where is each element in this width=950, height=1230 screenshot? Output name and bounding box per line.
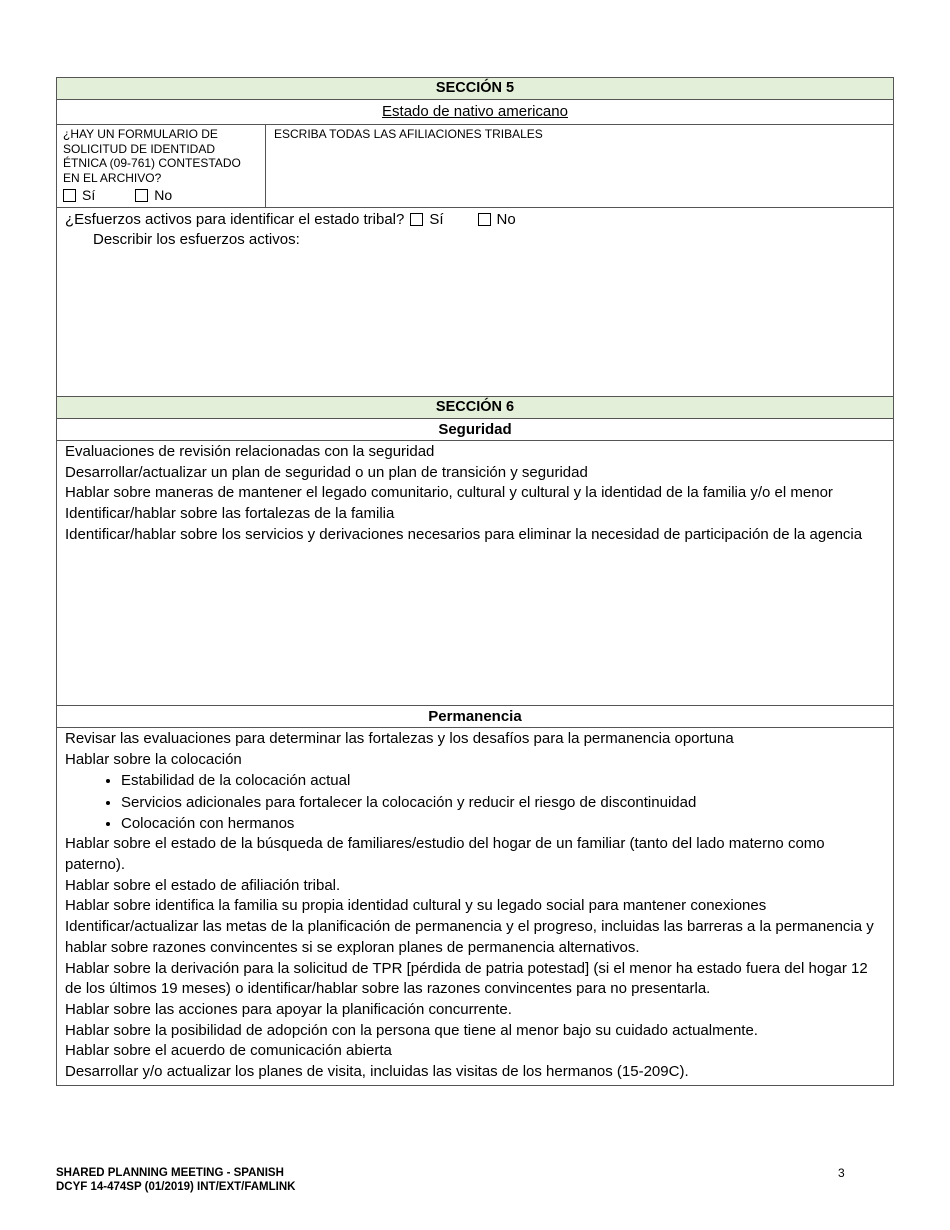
permanencia-item: Hablar sobre identifica la familia su propia identidad cultural y su legado social para mantener conexiones <box>65 897 767 915</box>
permanencia-item: Revisar las evaluaciones para determinar las fortalezas y los desafíos para la permanencia oportuna <box>65 730 734 747</box>
footer-form-id: DCYF 14-474SP (01/2019) INT/EXT/FAMLINK <box>56 1181 296 1193</box>
tribal-affiliations-field[interactable] <box>266 125 893 207</box>
page-number: 3 <box>838 1166 845 1180</box>
efforts-yes-label: Sí <box>429 211 444 228</box>
section5-subtitle: Estado de nativo americano <box>57 100 893 125</box>
placement-bullet: • Estabilidad de la colocación actual <box>121 770 885 791</box>
efforts-no-label: No <box>496 211 516 228</box>
ethnic-identity-row <box>57 125 893 208</box>
placement-bullets <box>65 770 885 834</box>
seguridad-item: Hablar sobre maneras de mantener el legado comunitario, cultural y cultural y la identidad de la familia y/o el menor <box>65 484 833 502</box>
efforts-describe-label: Describir los esfuerzos activos: <box>93 231 300 248</box>
placement-bullet: • Servicios adicionales para fortalecer la colocación y reducir el riesgo de discontinuidad <box>121 792 885 813</box>
tribal-affiliations-label: ESCRIBA TODAS LAS AFILIACIONES TRIBALES <box>274 127 543 141</box>
permanencia-item: Hablar sobre la derivación para la solicitud de TPR [pérdida de patria potestad] (si el menor ha estado fuera del hogar 12 de los últimos 19 meses) o identificar/hablar sobre las razones convincentes para no presentarla. <box>65 959 868 998</box>
seguridad-title: Seguridad <box>57 419 893 441</box>
ethnic-yes-label: Sí <box>82 187 96 203</box>
seguridad-item: Identificar/hablar sobre los servicios y derivaciones necesarios para eliminar la necesidad de participación de la agencia <box>65 525 863 543</box>
form-table <box>56 77 894 1086</box>
seguridad-item: Evaluaciones de revisión relacionadas con la seguridad <box>65 443 435 460</box>
permanencia-item: Hablar sobre el acuerdo de comunicación abierta <box>65 1042 392 1060</box>
efforts-no-checkbox[interactable] <box>478 213 491 226</box>
ethnic-question-cell <box>57 125 266 207</box>
permanencia-item: Hablar sobre la posibilidad de adopción con la persona que tiene al menor bajo su cuidado actualmente. <box>65 1021 758 1039</box>
seguridad-item: Identificar/hablar sobre las fortalezas de la familia <box>65 505 395 523</box>
seguridad-list[interactable] <box>57 441 893 706</box>
ethnic-no-label: No <box>154 187 173 203</box>
form-footer <box>56 1166 295 1194</box>
permanencia-list[interactable] <box>57 728 893 1085</box>
section5-title: SECCIÓN 5 <box>57 78 893 100</box>
permanencia-item: Identificar/actualizar las metas de la planificación de permanencia y el progreso, incluidas las barreras a la permanencia y hablar sobre razones convincentes si se exploran planes de permanencia alternativos. <box>65 918 874 956</box>
ethnic-yes-checkbox[interactable] <box>63 189 76 202</box>
permanencia-item: Hablar sobre el estado de afiliación tribal. <box>65 876 341 894</box>
section6-title: SECCIÓN 6 <box>57 397 893 419</box>
active-efforts-label: ¿Esfuerzos activos para identificar el estado tribal? <box>65 211 405 228</box>
permanencia-item: Hablar sobre la colocación <box>65 750 242 768</box>
permanencia-item: Hablar sobre el estado de la búsqueda de familiares/estudio del hogar de un familiar (tanto del lado materno como paterno). <box>65 835 825 873</box>
permanencia-item: Desarrollar y/o actualizar los planes de visita, incluidas las visitas de los hermanos (15-209C). <box>65 1063 689 1081</box>
ethnic-no-checkbox[interactable] <box>135 189 148 202</box>
footer-form-title: SHARED PLANNING MEETING - SPANISH <box>56 1167 284 1179</box>
seguridad-item: Desarrollar/actualizar un plan de seguridad o un plan de transición y seguridad <box>65 463 588 481</box>
permanencia-title: Permanencia <box>57 706 893 728</box>
efforts-yes-checkbox[interactable] <box>410 213 423 226</box>
active-efforts-question <box>65 211 885 228</box>
active-efforts-field[interactable] <box>57 208 893 397</box>
placement-bullet: • Colocación con hermanos <box>121 813 885 834</box>
ethnic-yes-no <box>63 188 259 203</box>
permanencia-item: Hablar sobre las acciones para apoyar la planificación concurrente. <box>65 1000 512 1018</box>
ethnic-question-label: ¿HAY UN FORMULARIO DE SOLICITUD DE IDENTIDAD ÉTNICA (09-761) CONTESTADO EN EL ARCHIVO? <box>63 127 241 185</box>
